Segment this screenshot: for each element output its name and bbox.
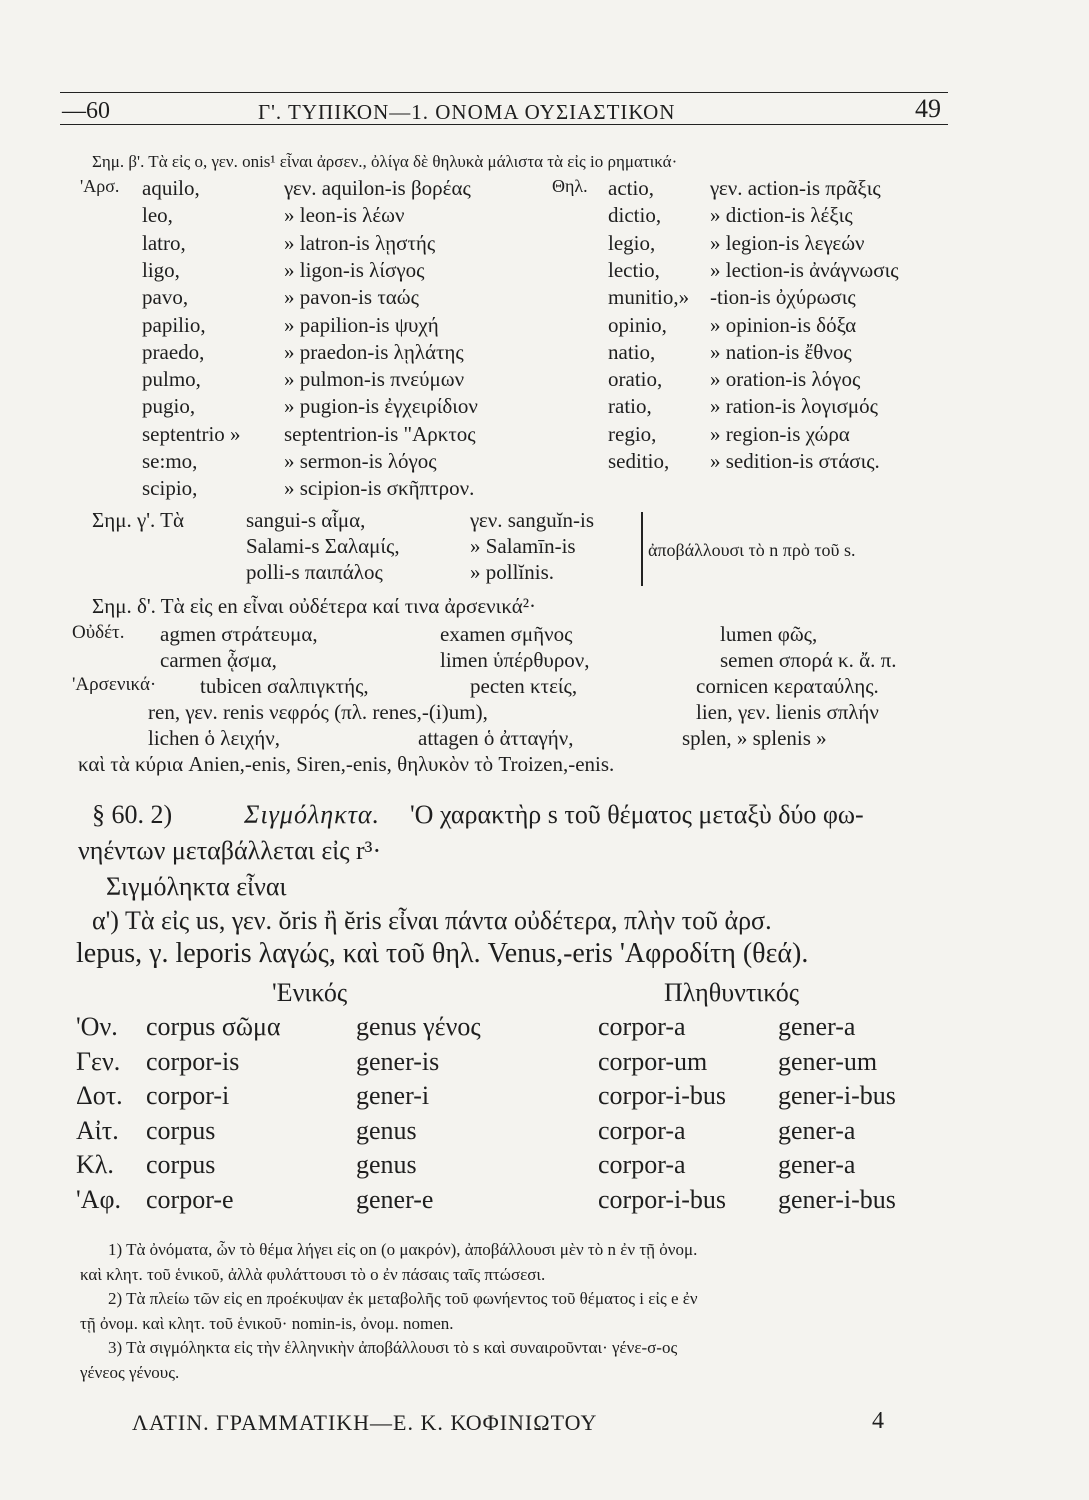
note-b-masc-word: ligo, [142,257,180,282]
note-b-fem-label: Θηλ. [552,176,588,196]
note-b-fem-gen: » nation-is ἔθνος [710,339,852,364]
section-number: § 60. 2) [92,800,173,829]
declension-case: 'Αφ. [76,1184,121,1214]
declension-sing-1: corpor-i [146,1081,230,1110]
note-d-masc-item: tubicen σαλπιγκτής, [200,674,369,698]
footer-sheet-number: 4 [872,1408,884,1434]
declension-plur-1: corpor-a [598,1012,686,1041]
note-b-fem-word: regio, [608,421,657,446]
note-d-masc-label: 'Αρσενικά· [72,674,157,695]
footer-text: ΛΑΤΙΝ. ΓΡΑΜΜΑΤΙΚΗ—Ε. Κ. ΚΟΦΙΝΙΩΤΟΥ [132,1410,598,1435]
note-d-neut-item: carmen ᾆσμα, [160,648,277,672]
note-b-masc-word: leo, [142,203,173,228]
footnote-line: 1) Τὰ ὀνόματα, ὧν τὸ θέμα λήγει εἰς on (o μακρόν), ἀποβάλλουσι μὲν τὸ n ἐν τῇ ὀνομ. [108,1240,698,1259]
section-sub: Σιγμόληκτα εἶναι [106,872,287,901]
note-b-masc-word: praedo, [142,339,205,364]
note-b-fem-gen: » legion-is λεγεών [710,230,865,255]
declension-sing-1: corpus σῶμα [146,1012,281,1041]
note-g-side-text: ἀποβάλλουσι τὸ n πρὸ τοῦ s. [648,540,856,560]
note-b-masc-word: scipio, [142,476,198,501]
note-b-masc-word: pugio, [142,394,196,419]
note-b-masc-gen: » pavon-is ταώς [284,285,419,310]
note-b-fem-word: munitio,» [608,285,690,310]
note-d-masc-item: lichen ὁ λειχήν, [148,726,281,750]
note-d-neut-item: examen σμῆνος [440,622,573,646]
note-b-masc-gen: septentrion-is "Αρκτος [284,421,476,446]
note-b-fem-gen: » sedition-is στάσις. [710,449,880,473]
note-b-masc-gen: » praedon-is λῃλάτης [284,339,464,364]
declension-sing-1: corpor-is [146,1046,240,1076]
declension-plur-2: gener-a [778,1150,856,1179]
header-bottom-rule [60,124,948,125]
note-b-fem-gen: » lection-is ἀνάγνωσις [710,257,899,282]
declension-sing-1: corpus [146,1150,216,1179]
note-b-fem-word: ratio, [608,394,652,419]
note-b-intro: Σημ. β'. Τὰ εἰς o, γεν. onis¹ εἶναι ἀρσεν., ὀλίγα δὲ θηλυκὰ μάλιστα τὰ εἰς io ρηματικά· [92,152,678,171]
declension-sing-2: gener-is [356,1046,440,1076]
note-g-label: Σημ. γ'. Τὰ [92,508,184,532]
note-b-fem-gen: » opinion-is δόξα [710,312,857,337]
declension-plur-2: gener-um [778,1046,878,1076]
note-b-masc-word: septentrio » [142,421,241,446]
declension-plur-2: gener-a [778,1115,856,1145]
declension-sing-2: gener-i [356,1081,430,1110]
singular-heading: 'Ενικός [272,978,348,1007]
note-b-fem-word: actio, [608,176,655,200]
note-b-fem-gen: -tion-is ὀχύρωσις [710,285,856,310]
note-b-masc-gen: » scipion-is σκῆπτρον. [284,476,475,501]
note-b-fem-gen: » oration-is λόγος [710,367,861,392]
declension-sing-1: corpor-e [146,1184,234,1214]
note-b-fem-word: legio, [608,230,656,255]
declension-sing-2: genus [356,1150,417,1179]
declension-plur-2: gener-i-bus [778,1184,896,1214]
declension-sing-2: genus [356,1115,417,1145]
declension-plur-1: corpor-um [598,1046,708,1076]
declension-plur-1: corpor-i-bus [598,1184,726,1214]
note-g-gen: γεν. sanguĭn-is [470,508,595,532]
note-b-masc-gen: » sermon-is λόγος [284,449,437,473]
note-b-masc-gen: » latron-is λῃστής [284,230,436,255]
note-d-masc-item: ren, γεν. renis νεφρός (πλ. renes,-(i)um), [148,700,488,724]
declension-plur-1: corpor-i-bus [598,1081,726,1110]
note-b-masc-label: 'Αρσ. [80,176,120,196]
note-g-word: sangui-s αἷμα, [246,508,366,532]
note-g-gen: » Salamīn-is [470,534,576,558]
note-g-word: Salami-s Σαλαμίς, [246,534,400,558]
running-title: Γ'. ΤΥΠΙΚΟΝ—1. ΟΝΟΜΑ ΟΥΣΙΑΣΤΙΚΟΝ [258,100,676,124]
note-b-masc-gen: γεν. aquilon-is βορέας [284,176,471,200]
note-d-neut-label: Οὐδέτ. [72,622,125,643]
note-b-masc-word: se:mo, [142,449,198,473]
note-b-fem-word: dictio, [608,203,662,228]
note-b-fem-word: natio, [608,339,656,364]
note-b-fem-gen: » region-is χώρα [710,421,850,446]
rule-line2: lepus, γ. leporis λαγώς, καὶ τοῦ θηλ. Venus,-eris 'Αφροδίτη (θεά). [76,938,809,969]
note-b-masc-word: papilio, [142,312,206,337]
declension-plur-2: gener-a [778,1012,856,1041]
note-d-masc-item: splen, » splenis » [682,726,827,750]
footnote-line: καὶ κλητ. τοῦ ἑνικοῦ, ἀλλὰ φυλάττουσι τὸ o ἐν πάσαις ταῖς πτώσεσι. [80,1264,546,1284]
declension-plur-1: corpor-a [598,1115,686,1145]
note-b-fem-gen: » diction-is λέξις [710,203,853,228]
declension-case: Δοτ. [76,1081,123,1110]
rule-line1: α') Τὰ εἰς us, γεν. ŏris ἢ ĕris εἶναι πάντα οὐδέτερα, πλὴν τοῦ ἀρσ. [92,906,772,935]
declension-sing-2: gener-e [356,1184,434,1214]
note-g-gen: » pollĭnis. [470,560,555,584]
note-d-intro: Σημ. δ'. Τὰ εἰς en εἶναι οὐδέτερα καί τινα ἀρσενικά²· [92,594,537,618]
declension-sing-1: corpus [146,1115,216,1145]
note-b-masc-word: pavo, [142,285,189,310]
note-b-fem-word: seditio, [608,449,670,473]
note-b-masc-gen: » leon-is λέων [284,203,405,228]
declension-case: 'Ον. [76,1012,118,1041]
note-b-fem-word: opinio, [608,312,667,337]
note-b-fem-word: lectio, [608,257,660,282]
left-page-number: —60 [62,98,110,124]
note-d-masc-item: lien, γεν. lienis σπλήν [696,700,879,724]
note-d-masc-item: pecten κτείς, [470,674,578,698]
section-text-line1: 'Ο χαρακτὴρ s τοῦ θέματος μεταξὺ δύο φω- [410,800,864,829]
footnote-line: γένεος γένους. [80,1362,180,1382]
header-top-rule [60,92,948,93]
footnote-line: τῇ ὀνομ. καὶ κλητ. τοῦ ἑνικοῦ· nomin-is, ὀνομ. nomen. [80,1313,454,1333]
note-b-masc-gen: » papilion-is ψυχή [284,312,439,337]
note-g-word: polli-s παιπάλος [246,560,383,584]
declension-plur-1: corpor-a [598,1150,686,1179]
note-b-masc-word: aquilo, [142,176,200,200]
note-d-last-line: καὶ τὰ κύρια Anien,-enis, Siren,-enis, θηλυκὸν τὸ Troizen,-enis. [78,752,615,776]
declension-sing-2: genus γένος [356,1012,481,1041]
note-d-neut-item: agmen στράτευμα, [160,622,318,646]
note-b-masc-gen: » ligon-is λίσγος [284,257,425,282]
note-d-masc-item: attagen ὁ ἀτταγήν, [418,726,574,750]
note-g-brace [641,512,643,586]
declension-plur-2: gener-i-bus [778,1081,896,1110]
declension-case: Αἰτ. [76,1115,119,1145]
note-b-masc-gen: » pugion-is ἐγχειρίδιον [284,394,478,419]
note-b-fem-gen: » ration-is λογισμός [710,394,878,419]
note-b-fem-gen: γεν. action-is πρᾶξις [710,176,881,200]
note-d-neut-item: lumen φῶς, [720,622,818,646]
footnote-line: 2) Τὰ πλείω τῶν εἰς en προέκυψαν ἐκ μεταβολῆς τοῦ φωνήεντος τοῦ θέματος i εἰς e ἐν [108,1289,698,1308]
declension-case: Κλ. [76,1150,114,1179]
section-text-line2: νηέντων μεταβάλλεται εἰς r³· [78,836,382,865]
note-b-fem-word: oratio, [608,367,663,392]
note-d-neut-item: limen ὑπέρθυρον, [440,648,590,672]
right-page-number: 49 [915,94,941,123]
note-b-masc-word: latro, [142,230,186,255]
plural-heading: Πληθυντικός [664,978,800,1007]
note-b-masc-gen: » pulmon-is πνεύμων [284,367,465,392]
note-d-masc-item: cornicen κεραταύλης. [696,674,879,698]
note-b-masc-word: pulmo, [142,367,201,392]
declension-case: Γεν. [76,1046,121,1076]
footnote-line: 3) Τὰ σιγμόληκτα εἰς τὴν ἑλληνικὴν ἀποβάλλουσι τὸ s καὶ συναιροῦνται· γένε-σ-ος [108,1338,678,1357]
note-d-neut-item: semen σπορά κ. ἄ. π. [720,648,897,672]
section-heading: Σιγμόληκτα. [244,800,381,829]
